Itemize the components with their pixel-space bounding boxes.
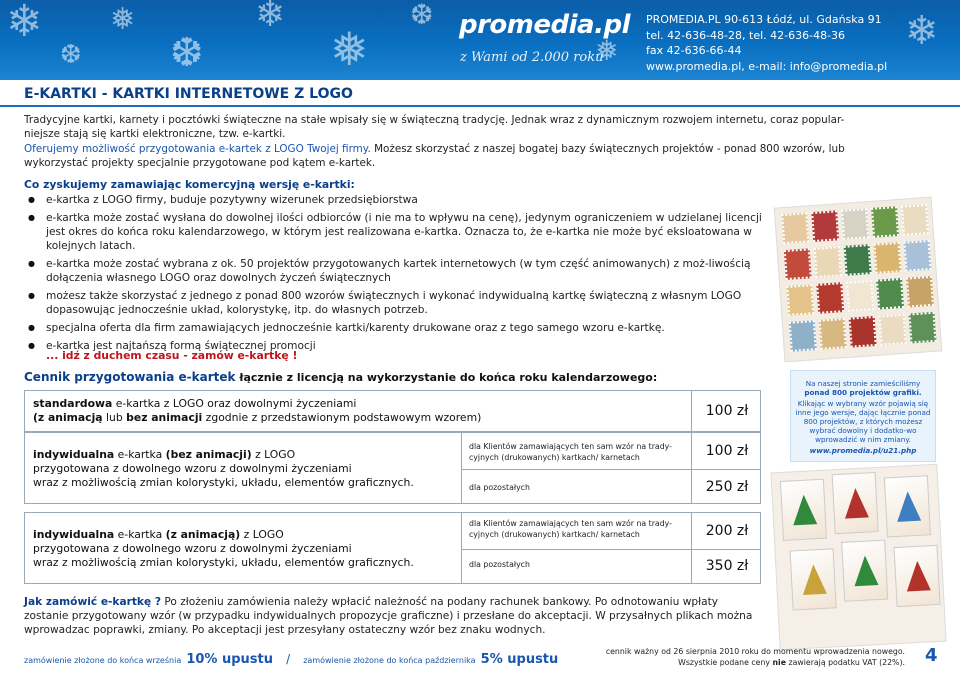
price-row-individual-animated bbox=[24, 512, 761, 584]
how-heading: Jak zamówić e-kartkę ? bbox=[24, 596, 161, 608]
intro-line-4: wykorzystać projekty specjalnie przygotowane pod kątem e-kartek. bbox=[24, 157, 376, 169]
how-to-order bbox=[24, 595, 760, 637]
call-to-action: ... idź z duchem czasu - zamów e-kartkę ! bbox=[46, 349, 298, 362]
snowflake-icon: ❆ bbox=[60, 40, 82, 70]
snowflake-icon: ❆ bbox=[170, 30, 204, 76]
contact-info bbox=[646, 12, 887, 74]
list-item: ● e-kartka z LOGO firmy, buduje pozytywny wizerunek przedsiębiorstwa bbox=[28, 193, 773, 207]
discount-info bbox=[24, 648, 558, 667]
individual-static-line-2: przygotowana z dowolnego wzoru z dowolnymi życzeniami bbox=[33, 462, 352, 475]
discount-1-label: zamówienie złożone do końca września bbox=[24, 656, 182, 665]
intro-offer: Oferujemy możliwość przygotowania e-kartek z LOGO Twojej firmy. bbox=[24, 143, 371, 155]
list-item: ● specjalna oferta dla firm zamawiających jednocześnie kartki/karenty drukowane oraz z tego samego wzoru e-kartkę. bbox=[28, 321, 773, 335]
discount-1-value: 10% upustu bbox=[186, 652, 273, 667]
snowflake-icon: ❄ bbox=[905, 8, 939, 54]
benefits-list bbox=[28, 193, 773, 357]
snowflake-icon: ❄ bbox=[6, 0, 43, 47]
option-others: dla pozostałych bbox=[469, 483, 530, 492]
snowflake-icon: ❄ bbox=[255, 0, 286, 35]
price-row-standard bbox=[24, 390, 761, 432]
list-item: ● e-kartka może zostać wysłana do dowolnej ilości odbiorców (i nie ma to wpływu na cenę), jedynym ograniczeniem w udzielanej licencji jest okres do końca roku kalendarzowego, w którym jest realizowana e-kartka. Oznacza to, że e-kartka nie może być eksloatowana w kolejnych latach. bbox=[28, 211, 773, 253]
intro-offer-rest: Możesz skorzystać z naszej bogatej bazy świątecznych projektów - ponad 800 wzorów, lub bbox=[370, 143, 845, 155]
pricing-heading: Cennik przygotowania e-kartek łącznie z licencją na wykorzystanie do końca roku kalendarzowego: bbox=[24, 370, 658, 384]
discount-separator: / bbox=[286, 652, 291, 666]
contact-address: PROMEDIA.PL 90-613 Łódź, ul. Gdańska 91 bbox=[646, 13, 882, 26]
how-text: Po złożeniu zamówienia należy wpłacić należność na podany rachunek bankowy. Po odnotowaniu wpłaty zostanie przygotowany wzór (w przypadku indywidualnych propozycje graficzne) i przesłane do akceptacji. W przysałnych plikach można wprowadzac poprawki, zmiany. Po akceptacji jest przesyłany ostateczny wzór bez znaku wodnych. bbox=[24, 596, 753, 636]
list-item: ● e-kartka jest najtańszą formą świątecznej promocji bbox=[28, 339, 773, 353]
option-others: dla pozostałych bbox=[469, 560, 530, 569]
snowflake-icon: ❆ bbox=[410, 0, 434, 31]
list-item: ● e-kartka może zostać wybrana z ok. 50 projektów przygotowanych kartek internetowych (w tym część animowanych) z moż-liwością dołączenia własnego LOGO oraz dowolnych życzeń świątecznych bbox=[28, 257, 773, 285]
snowflake-icon: ❅ bbox=[595, 34, 619, 67]
intro-line-3 bbox=[24, 142, 944, 156]
page-title: E-KARTKI - KARTKI INTERNETOWE Z LOGO bbox=[24, 86, 353, 102]
sidebar-line-1: Na naszej stronie zamieściliśmy ponad 800 projektów grafiki. bbox=[804, 379, 922, 397]
price-validity-note bbox=[583, 646, 905, 668]
vat-line: Wszystkie podane ceny nie zawierają podatku VAT (22%). bbox=[678, 658, 905, 667]
stamps-photo bbox=[774, 197, 942, 363]
brand-logo[interactable]: promedia.pl bbox=[459, 10, 630, 40]
standard-line-1: standardowa e-kartka z LOGO oraz dowolnymi życzeniami bbox=[33, 397, 357, 410]
cards-photo bbox=[770, 464, 946, 650]
individual-static-line-1: indywidualna e-kartka (bez animacji) z LOGO bbox=[33, 448, 296, 461]
contact-phone: tel. 42-636-48-28, tel. 42-636-48-36 bbox=[646, 28, 846, 42]
individual-static-line-3: wraz z możliwością zmian kolorystyki, układu, elementów graficznych. bbox=[33, 476, 414, 489]
standard-line-2: (z animacją lub bez animacji zgodnie z przedstawionym podstawowym wzorem) bbox=[33, 411, 482, 424]
contact-web-email[interactable]: www.promedia.pl, e-mail: info@promedia.pl bbox=[646, 59, 888, 73]
list-item: ● możesz także skorzystać z jednego z ponad 800 wzorów świątecznych i wykonać indywidualną kartkę świąteczną z własnym LOGO dopasowując jednocześnie układ, kolorystykę, itp. do własnych potrzeb. bbox=[28, 289, 773, 317]
contact-fax: fax 42-636-66-44 bbox=[646, 44, 742, 57]
option-print-customers: dla Klientów zamawiających ten sam wzór na trady-cyjnych (drukowanych) kartkach/ karnetach bbox=[469, 519, 672, 539]
brand-tagline: z Wami od 2.000 roku bbox=[460, 50, 604, 65]
title-divider bbox=[0, 105, 960, 107]
header-banner bbox=[0, 0, 960, 80]
price-value: 350 zł bbox=[705, 558, 749, 574]
discount-2-label: zamówienie złożone do końca października bbox=[303, 656, 476, 665]
price-value: 100 zł bbox=[705, 443, 749, 459]
benefits-heading: Co zyskujemy zamawiając komercyjną wersję e-kartki: bbox=[24, 178, 355, 191]
intro-line-2: niejsze stają się kartki elektroniczne, tzw. e-kartki. bbox=[24, 128, 286, 140]
snowflake-icon: ❅ bbox=[110, 2, 136, 37]
validity-line: cennik ważny od 26 sierpnia 2010 roku do momentu wprowadzenia nowego. bbox=[605, 647, 905, 656]
price-value: 200 zł bbox=[705, 523, 749, 539]
price-value: 250 zł bbox=[705, 479, 749, 495]
snowflake-icon: ❅ bbox=[330, 22, 369, 76]
page-number: 4 bbox=[925, 645, 938, 666]
option-print-customers: dla Klientów zamawiających ten sam wzór na trady-cyjnych (drukowanych) kartkach/ karnetach bbox=[469, 442, 672, 462]
price-value: 100 zł bbox=[705, 403, 749, 419]
intro-line-1: Tradycyjne kartki, karnety i pocztówki świąteczne na stałe wpisały się w świąteczną tradycję. Jednak wraz z dynamicznym rozwojem internetu, coraz popular- bbox=[24, 114, 845, 126]
sidebar-link[interactable]: www.promedia.pl/u21.php bbox=[809, 446, 917, 455]
sidebar-line-2: Klikając w wybrany wzór pojawią się inne jego wersje, dając łącznie ponad 800 projektów, z których możesz wybrać dowolny i dodatko-wo wprowadzić w nim zmiany. bbox=[795, 399, 931, 444]
individual-animated-line-2: przygotowana z dowolnego wzoru z dowolnymi życzeniami bbox=[33, 542, 352, 555]
sidebar-info-box bbox=[790, 370, 936, 462]
individual-animated-line-3: wraz z możliwością zmian kolorystyki, układu, elementów graficznych. bbox=[33, 556, 414, 569]
price-row-individual-static bbox=[24, 432, 761, 504]
discount-2-value: 5% upustu bbox=[480, 652, 559, 667]
individual-animated-line-1: indywidualna e-kartka (z animacją) z LOGO bbox=[33, 528, 284, 541]
